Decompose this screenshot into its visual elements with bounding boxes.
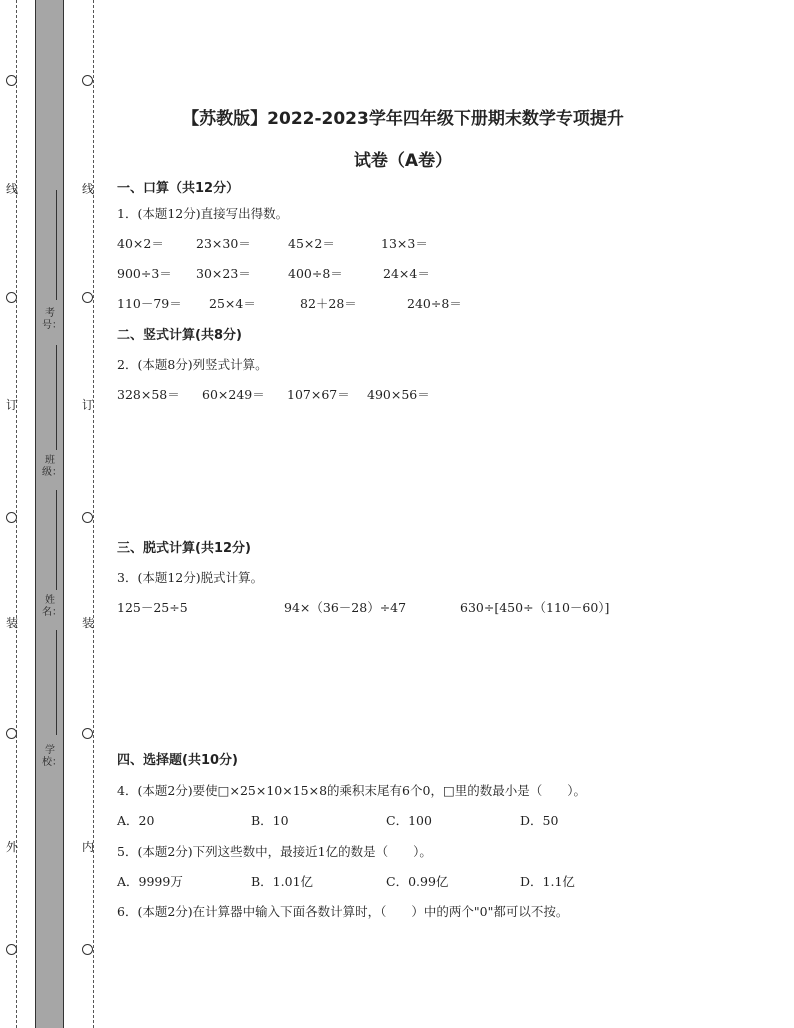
binding-hole [6, 728, 17, 739]
question-4: 4．(本题2分)要使□×25×10×15×8的乘积末尾有6个0，□里的数最小是（ ）。 [117, 783, 587, 798]
binding-hole [82, 944, 93, 955]
binding-hole [6, 292, 17, 303]
oral-item: 40×2＝ [117, 236, 164, 251]
oral-item: 45×2＝ [288, 236, 335, 251]
section4-heading: 四、选择题(共10分) [117, 753, 238, 768]
field-underline [56, 345, 57, 450]
binding-hole [6, 944, 17, 955]
binding-hole [82, 512, 93, 523]
binding-hole [6, 512, 17, 523]
question-3: 3．(本题12分)脱式计算。 [117, 570, 264, 585]
section3-heading: 三、脱式计算(共12分) [117, 541, 251, 556]
field-underline [56, 630, 57, 735]
oral-item: 400÷8＝ [288, 266, 343, 281]
option-c: C．0.99亿 [386, 874, 449, 889]
vertical-calc-item: 107×67＝ [287, 387, 350, 402]
option-a: A．20 [117, 813, 155, 828]
question-5: 5．(本题2分)下列这些数中，最接近1亿的数是（ ）。 [117, 844, 432, 859]
vertical-calc-item: 60×249＝ [202, 387, 265, 402]
oral-item: 23×30＝ [196, 236, 251, 251]
binding-band [35, 0, 64, 1028]
option-d: D．1.1亿 [520, 874, 575, 889]
oral-item: 900÷3＝ [117, 266, 172, 281]
oral-item: 30×23＝ [196, 266, 251, 281]
option-a: A．9999万 [117, 874, 183, 889]
option-b: B．1.01亿 [251, 874, 314, 889]
vertical-calc-item: 490×56＝ [367, 387, 430, 402]
binding-hole [6, 75, 17, 86]
option-c: C．100 [386, 813, 432, 828]
outer-mark-xian: 线 [5, 182, 18, 196]
outer-mark-wai: 外 [5, 840, 18, 854]
binding-hole [82, 75, 93, 86]
binding-hole [82, 292, 93, 303]
field-class-label: 班级： [42, 455, 62, 478]
field-exam-number-label: 考号： [42, 308, 62, 331]
option-b: B．10 [251, 813, 289, 828]
inner-mark-zhuang: 装 [81, 616, 94, 630]
inner-mark-nei: 内 [81, 840, 94, 854]
section1-heading: 一、口算（共12分） [117, 181, 240, 196]
oral-item: 240÷8＝ [407, 296, 462, 311]
field-school-label: 学校： [42, 745, 62, 768]
section2-heading: 二、竖式计算(共8分) [117, 328, 242, 343]
field-underline [56, 190, 57, 300]
stepwise-calc-item: 125－25÷5 [117, 600, 188, 615]
inner-cut-line [93, 0, 94, 1028]
oral-item: 13×3＝ [381, 236, 428, 251]
oral-item: 110－79＝ [117, 296, 182, 311]
field-underline [56, 490, 57, 590]
question-2: 2．(本题8分)列竖式计算。 [117, 357, 268, 372]
field-name-label: 姓名： [42, 595, 62, 618]
oral-item: 25×4＝ [209, 296, 256, 311]
outer-mark-zhuang: 装 [5, 616, 18, 630]
question-1: 1．(本题12分)直接写出得数。 [117, 206, 289, 221]
question-6: 6．(本题2分)在计算器中输入下面各数计算时，（ ）中的两个"0"都可以不按。 [117, 904, 569, 919]
option-d: D．50 [520, 813, 559, 828]
binding-margin [0, 0, 100, 1028]
outer-mark-ding: 订 [5, 398, 18, 412]
stepwise-calc-item: 94×（36－28）÷47 [284, 600, 407, 615]
inner-mark-ding: 订 [81, 398, 94, 412]
oral-item: 82＋28＝ [300, 296, 357, 311]
inner-mark-xian: 线 [81, 182, 94, 196]
stepwise-calc-item: 630÷[450÷（110－60）] [460, 600, 610, 615]
oral-item: 24×4＝ [383, 266, 430, 281]
paper-title-line2: 试卷（A卷） [353, 151, 453, 171]
paper-title-line1: 【苏教版】2022-2023学年四年级下册期末数学专项提升 [182, 109, 624, 129]
binding-hole [82, 728, 93, 739]
vertical-calc-item: 328×58＝ [117, 387, 180, 402]
